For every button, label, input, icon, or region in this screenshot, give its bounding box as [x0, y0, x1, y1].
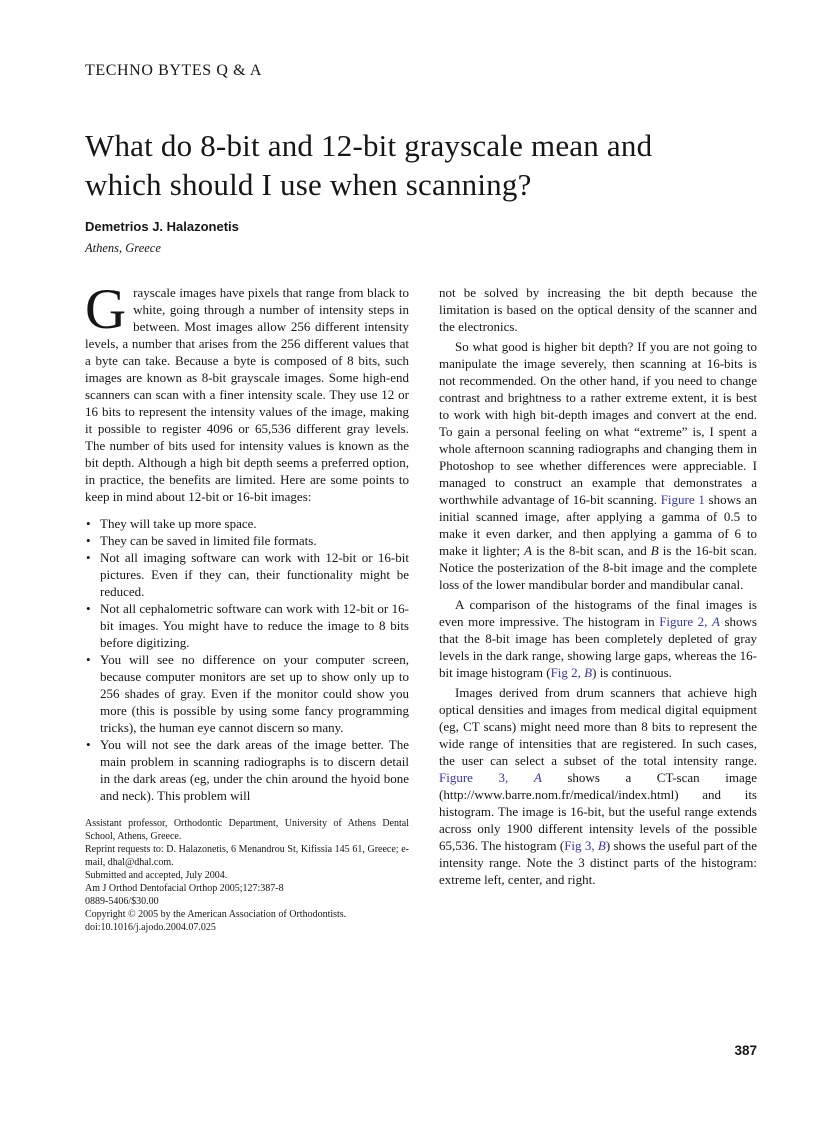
bullet-text: You will see no difference on your computer screen, because computer monitors are set up to show only up to 256 shades of gray. Even if the monitor could show you more (this is possible by using some fancy programming tricks), the human eye cannot discern so many. — [100, 652, 409, 735]
paragraph — [439, 338, 757, 593]
bullet-text: Not all cephalometric software can work with 12-bit or 16-bit images. You might have to reduce the image to 8 bits before digitizing. — [100, 601, 409, 650]
paragraph — [439, 284, 757, 335]
footnote-citation: Am J Orthod Dentofacial Orthop 2005;127:387-8 — [85, 883, 284, 894]
bullet-text: They can be saved in limited file formats. — [100, 533, 317, 548]
text-segment: A comparison of the histograms of the final images is even more impressive. The histogram in — [439, 597, 757, 629]
text-segment: So what good is higher bit depth? If you are not going to manipulate the image severely, then scanning at 16-bits is not recommended. On the other hand, if you need to change contrast and brightness to a rather extreme extent, it is best to work with high bit-depth images and convert at the end. To gain a personal feeling on what “extreme” is, I spent a whole afternoon scanning radiographs and changing them in Photoshop to see whether differences were appreciable. I managed to construct an example that demonstrates a worthwhile advantage of 16-bit scanning. — [439, 339, 757, 507]
text-segment: shows a CT-scan image (http://www.barre.nom.fr/medical/index.html) and its histogram. The image is 16-bit, but the useful range extends across only 1900 different intensity levels of the possible 65,536. The histogram ( — [439, 770, 757, 853]
bullet-item — [85, 600, 409, 651]
figure-link[interactable]: Fig 2, — [550, 665, 585, 680]
figure-link[interactable]: Fig 3, — [564, 838, 598, 853]
text-segment: ) shows the useful part of the intensity range. Note the 3 distinct parts of the histogram: extreme left, center, and right. — [439, 838, 757, 887]
bullet-text: Not all imaging software can work with 12-bit or 16-bit pictures. Even if they can, their functionality might be reduced. — [100, 550, 409, 599]
bullet-item — [85, 549, 409, 600]
right-column — [439, 284, 757, 934]
figure-link[interactable]: Figure 2, — [659, 614, 712, 629]
paragraph — [439, 596, 757, 681]
title-line-2: which should I use when scanning? — [85, 167, 532, 202]
figure-link[interactable]: B — [584, 665, 593, 680]
footnote-block — [85, 817, 409, 934]
bullet-list — [85, 515, 409, 804]
text-segment: ) is continuous. — [592, 665, 672, 680]
article-title — [85, 126, 757, 204]
text-segment: shows that the 8-bit image has been completely depleted of gray levels in the dark range, showing large gaps, whereas the 16-bit image histogram ( — [439, 614, 757, 680]
text-segment: B — [650, 543, 659, 558]
title-line-1: What do 8-bit and 12-bit grayscale mean and — [85, 128, 653, 163]
footnote-reprints: Reprint requests to: D. Halazonetis, 6 Menandrou St, Kifissia 145 61, Greece; e-mail, dhal@dhal.com. — [85, 844, 409, 868]
text-segment: not be solved by increasing the bit depth because the limitation is based on the optical density of the scanner and the electronics. — [439, 285, 757, 334]
footnote-submitted: Submitted and accepted, July 2004. — [85, 870, 228, 881]
footnote-copyright: Copyright © 2005 by the American Association of Orthodontists. — [85, 909, 347, 920]
author-location: Athens, Greece — [85, 241, 161, 255]
dropcap-letter: G — [85, 278, 127, 341]
bullet-item — [85, 515, 409, 532]
page-number: 387 — [734, 1043, 757, 1058]
figure-link[interactable]: B — [597, 838, 606, 853]
paragraph — [439, 684, 757, 888]
figure-link[interactable]: A — [533, 770, 542, 785]
intro-text: rayscale images have pixels that range from black to white, going through a number of intensity steps in between. Most images allow 256 different intensity levels, a number that arises from the 256 different values that a byte can take. Because a byte is composed of 8 bits, such images are known as 8-bit grayscale images. Some high-end scanners can scan with a finer intensity scale. They use 12 or 16 bits to represent the intensity values of the image, making it possible to register 4096 or 65,536 different gray levels. The number of bits used for intensity values is known as the bit depth. Although a high bit depth seems a preferred option, in practice, the benefits are limited. Here are some points to keep in mind about 12-bit or 16-bit images: — [85, 285, 409, 504]
bullet-item — [85, 532, 409, 549]
author-name: Demetrios J. Halazonetis — [85, 219, 239, 234]
text-segment: Images derived from drum scanners that achieve high optical densities and images from medical digital equipment (eg, CT scans) might need more than 8 bits to represent the wide range of intensities that are registered. In such cases, the user can select a subset of the total intensity range. — [439, 685, 757, 768]
bullet-item — [85, 736, 409, 804]
footnote-issn-price: 0889-5406/$30.00 — [85, 896, 159, 907]
figure-link[interactable]: Figure 3, — [439, 770, 534, 785]
figure-link[interactable]: A — [711, 614, 720, 629]
bullet-text: You will not see the dark areas of the image better. The main problem in scanning radiographs is to discern detail in the dark areas (eg, under the chin around the hyoid bone and neck). This problem will — [100, 737, 409, 803]
article-body — [85, 278, 757, 934]
footnote-affiliation: Assistant professor, Orthodontic Department, University of Athens Dental School, Athens, Greece. — [85, 818, 409, 842]
bullet-item — [85, 651, 409, 736]
intro-paragraph — [85, 278, 409, 505]
footnote-doi: doi:10.1016/j.ajodo.2004.07.025 — [85, 922, 216, 933]
left-column — [85, 278, 409, 934]
text-segment: shows an initial scanned image, after applying a gamma of 0.5 to make it even darker, and then applying a gamma of 6 to make it lighter; — [439, 492, 757, 558]
text-segment: is the 16-bit scan. Notice the posterization of the 8-bit image and the complete loss of the lower mandibular border and mandibular canal. — [439, 543, 757, 592]
text-segment: A — [524, 543, 533, 558]
figure-link[interactable]: Figure 1 — [660, 492, 705, 507]
text-segment: is the 8-bit scan, and — [532, 543, 651, 558]
bullet-text: They will take up more space. — [100, 516, 257, 531]
section-heading: TECHNO BYTES Q & A — [85, 62, 263, 79]
